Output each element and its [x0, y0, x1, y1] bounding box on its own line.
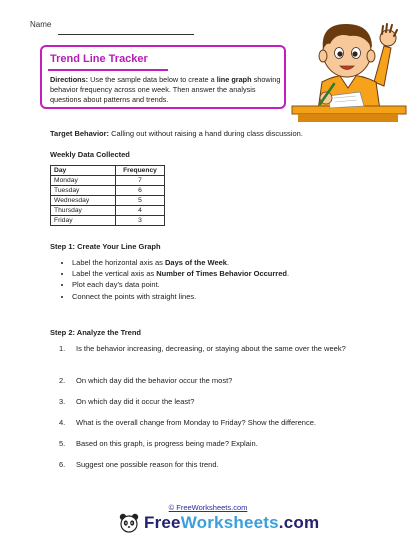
list-item	[72, 268, 289, 279]
list-item	[72, 279, 289, 290]
site-logo[interactable]	[118, 511, 319, 535]
day-cell: Friday	[51, 216, 116, 226]
frequency-cell: 6	[116, 186, 165, 196]
name-label: Name	[30, 20, 52, 29]
logo-free: Free	[144, 513, 181, 532]
directions-bold: line graph	[216, 75, 252, 84]
weekly-heading: Weekly Data Collected	[50, 150, 130, 159]
question-text: Suggest one possible reason for this trend.	[76, 460, 219, 469]
step1-b4: Connect the points with straight lines.	[72, 291, 197, 301]
day-cell: Tuesday	[51, 186, 116, 196]
step1-b2-bold: Number of Times Behavior Occurred	[156, 269, 287, 279]
step1-b3: Plot each day's data point.	[72, 280, 160, 290]
step1-b2-post: .	[286, 269, 290, 279]
frequency-cell: 3	[116, 216, 165, 226]
frequency-cell: 7	[116, 176, 165, 186]
step1-heading: Step 1: Create Your Line Graph	[50, 242, 161, 251]
question-number: 5.	[59, 439, 66, 448]
directions-text-2: showing behavior frequency across one week. Then answer the analysis questions about patterns and trends.	[50, 75, 281, 104]
panda-logo-icon	[118, 512, 140, 534]
target-behavior	[50, 129, 303, 138]
target-label: Target Behavior:	[50, 129, 110, 138]
column-header-day: Day	[51, 166, 116, 176]
page-title: Trend Line Tracker	[50, 53, 148, 65]
step1-b1-post: .	[226, 258, 230, 267]
list-item	[72, 257, 289, 268]
title-box	[40, 45, 286, 109]
frequency-cell: 5	[116, 196, 165, 206]
step1-list	[60, 257, 289, 302]
student-illustration	[290, 12, 408, 124]
day-cell: Monday	[51, 176, 116, 186]
question-text: On which day did the behavior occur the most?	[76, 376, 233, 385]
question-number: 1.	[59, 344, 66, 353]
table-row	[51, 216, 165, 226]
question-text: Based on this graph, is progress being made? Explain.	[76, 439, 258, 448]
frequency-table	[50, 165, 165, 226]
question-text: What is the overall change from Monday to Friday? Show the difference.	[76, 418, 316, 427]
logo-worksheets: Worksheets	[180, 513, 279, 532]
table-row	[51, 206, 165, 216]
table-row	[51, 196, 165, 206]
table-row	[51, 186, 165, 196]
table-header-row	[51, 166, 165, 176]
day-cell: Wednesday	[51, 196, 116, 206]
question-number: 6.	[59, 460, 66, 469]
question-number: 4.	[59, 418, 66, 427]
step1-b1-pre: Label the horizontal axis as	[72, 258, 165, 267]
name-line	[58, 34, 194, 35]
step1-b2-pre: Label the vertical axis as	[72, 269, 157, 279]
directions-label: Directions:	[50, 75, 89, 84]
step1-b1-bold: Days of the Week	[164, 258, 227, 267]
footer-url-link[interactable]: © FreeWorksheets.com	[168, 503, 248, 512]
directions-text-1: Use the sample data below to create a	[88, 75, 217, 84]
frequency-cell: 4	[116, 206, 165, 216]
target-text: Calling out without raising a hand during class discussion.	[109, 129, 303, 138]
column-header-frequency: Frequency	[116, 166, 165, 176]
question-number: 2.	[59, 376, 66, 385]
question-text: On which day did it occur the least?	[76, 397, 195, 406]
title-underline	[48, 69, 168, 71]
day-cell: Thursday	[51, 206, 116, 216]
logo-com: .com	[278, 513, 320, 532]
table-row	[51, 176, 165, 186]
logo-text	[144, 513, 319, 533]
step2-heading: Step 2: Analyze the Trend	[50, 328, 141, 337]
list-item	[72, 291, 289, 302]
directions	[50, 75, 282, 105]
question-number: 3.	[59, 397, 66, 406]
question-text: Is the behavior increasing, decreasing, or staying about the same over the week?	[76, 344, 346, 353]
